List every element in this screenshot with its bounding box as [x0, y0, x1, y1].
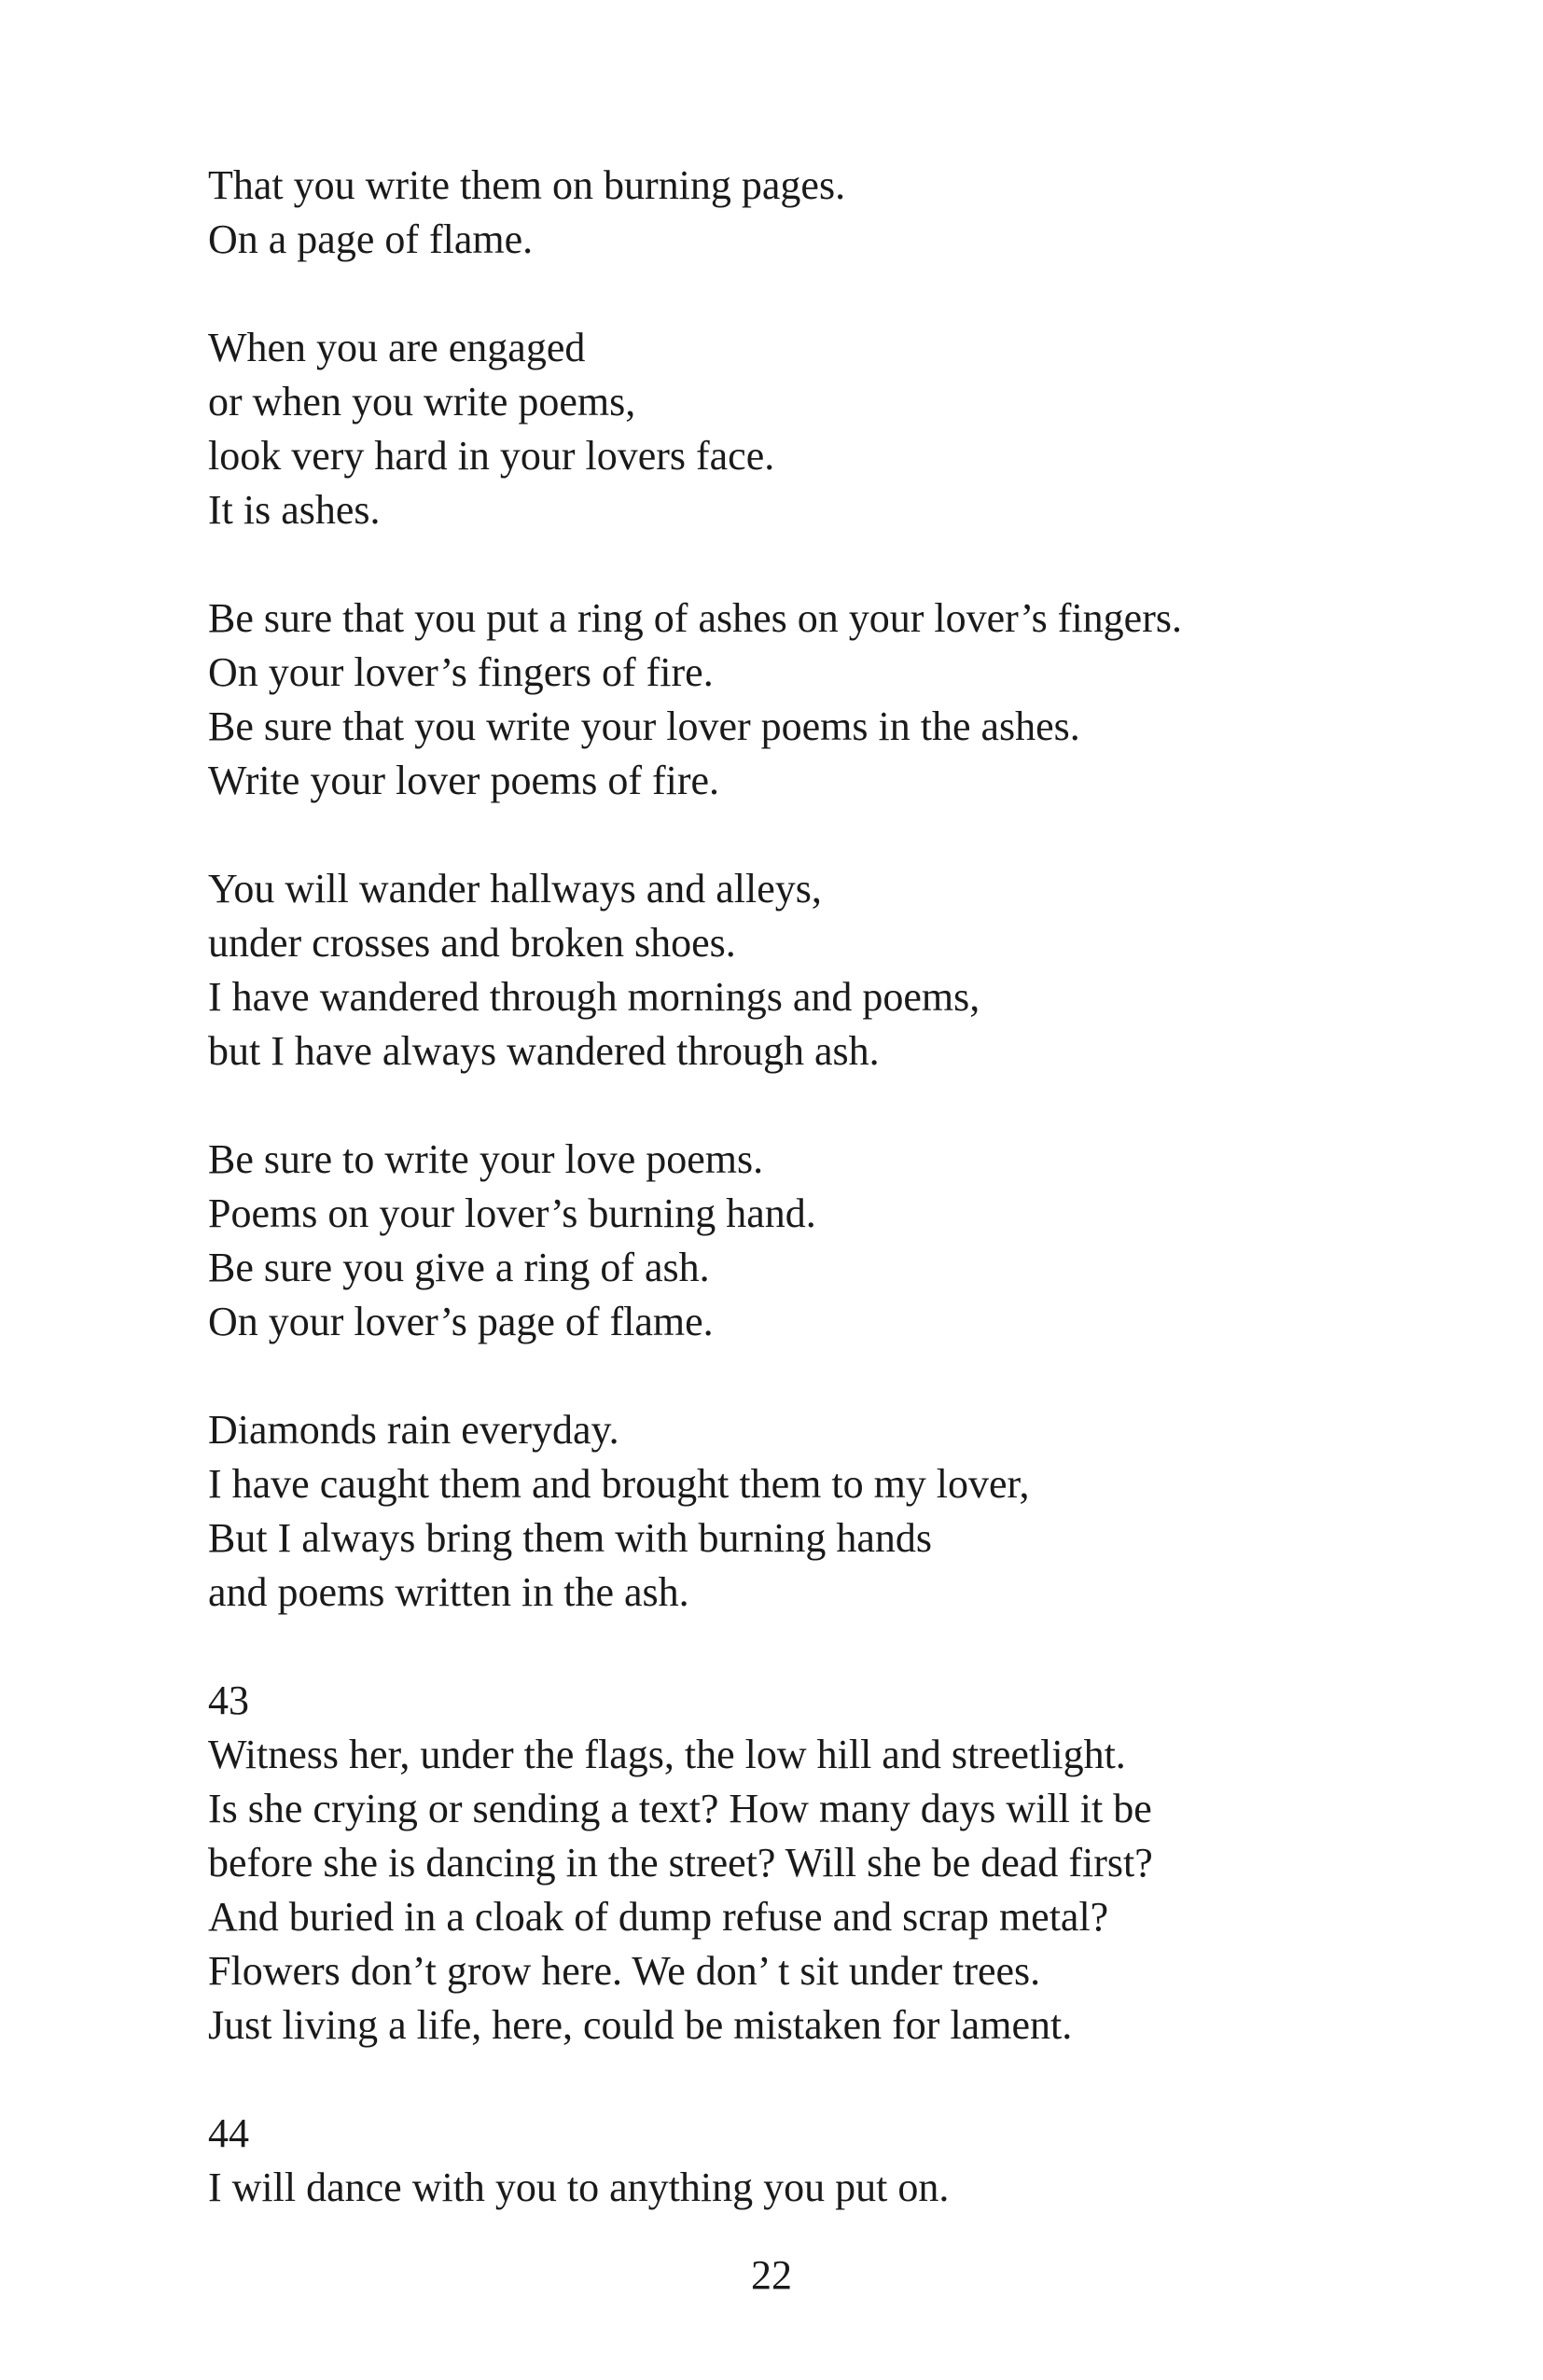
poem-line: before she is dancing in the street? Will she be dead first? — [208, 1840, 1153, 1886]
poem-line: That you write them on burning pages. — [208, 162, 846, 208]
poem-line: Be sure that you put a ring of ashes on your lover’s fingers. — [208, 595, 1182, 641]
section-43 — [208, 1674, 1374, 2053]
section-number: 44 — [208, 2110, 249, 2156]
poem-line: I have wandered through mornings and poems, — [208, 974, 980, 1020]
poem-line: but I have always wandered through ash. — [208, 1028, 880, 1074]
poem-line: Be sure that you write your lover poems in the ashes. — [208, 703, 1080, 749]
poem-line: Write your lover poems of fire. — [208, 758, 720, 803]
poem-line: I have caught them and brought them to my lover, — [208, 1461, 1030, 1507]
poem-line: When you are engaged — [208, 325, 586, 370]
stanza — [208, 321, 1374, 537]
poem-body — [208, 159, 1374, 2269]
stanza — [208, 862, 1374, 1079]
poem-line: You will wander hallways and alleys, — [208, 866, 822, 912]
stanza — [208, 159, 1374, 267]
poem-line: Diamonds rain everyday. — [208, 1407, 619, 1453]
poem-line: On a page of flame. — [208, 216, 534, 262]
poem-line: I will dance with you to anything you put on. — [208, 2164, 950, 2210]
poem-line: Be sure to write your love poems. — [208, 1136, 764, 1182]
poem-line: Be sure you give a ring of ash. — [208, 1245, 710, 1290]
stanza — [208, 1403, 1374, 1620]
poem-line: look very hard in your lovers face. — [208, 433, 775, 479]
poem-line: It is ashes. — [208, 487, 381, 533]
section-44 — [208, 2107, 1374, 2215]
poem-line: or when you write poems, — [208, 379, 636, 425]
poem-line: Poems on your lover’s burning hand. — [208, 1190, 816, 1236]
poem-line: under crosses and broken shoes. — [208, 920, 736, 966]
poem-line: On your lover’s fingers of fire. — [208, 649, 714, 695]
poem-line: But I always bring them with burning hands — [208, 1515, 933, 1561]
stanza — [208, 592, 1374, 808]
poem-line: and poems written in the ash. — [208, 1569, 689, 1615]
section-number: 43 — [208, 1677, 249, 1723]
poem-line: Witness her, under the flags, the low hill and streetlight. — [208, 1732, 1126, 1777]
poem-line: On your lover’s page of flame. — [208, 1299, 714, 1344]
poem-line: Is she crying or sending a text? How many days will it be — [208, 1786, 1152, 1831]
poem-line: Flowers don’t grow here. We don’ t sit under trees. — [208, 1948, 1041, 1994]
poem-line: And buried in a cloak of dump refuse and scrap metal? — [208, 1894, 1109, 1940]
page-number: 22 — [751, 2252, 792, 2298]
poem-line: Just living a life, here, could be mistaken for lament. — [208, 2002, 1073, 2048]
stanza — [208, 1133, 1374, 1349]
